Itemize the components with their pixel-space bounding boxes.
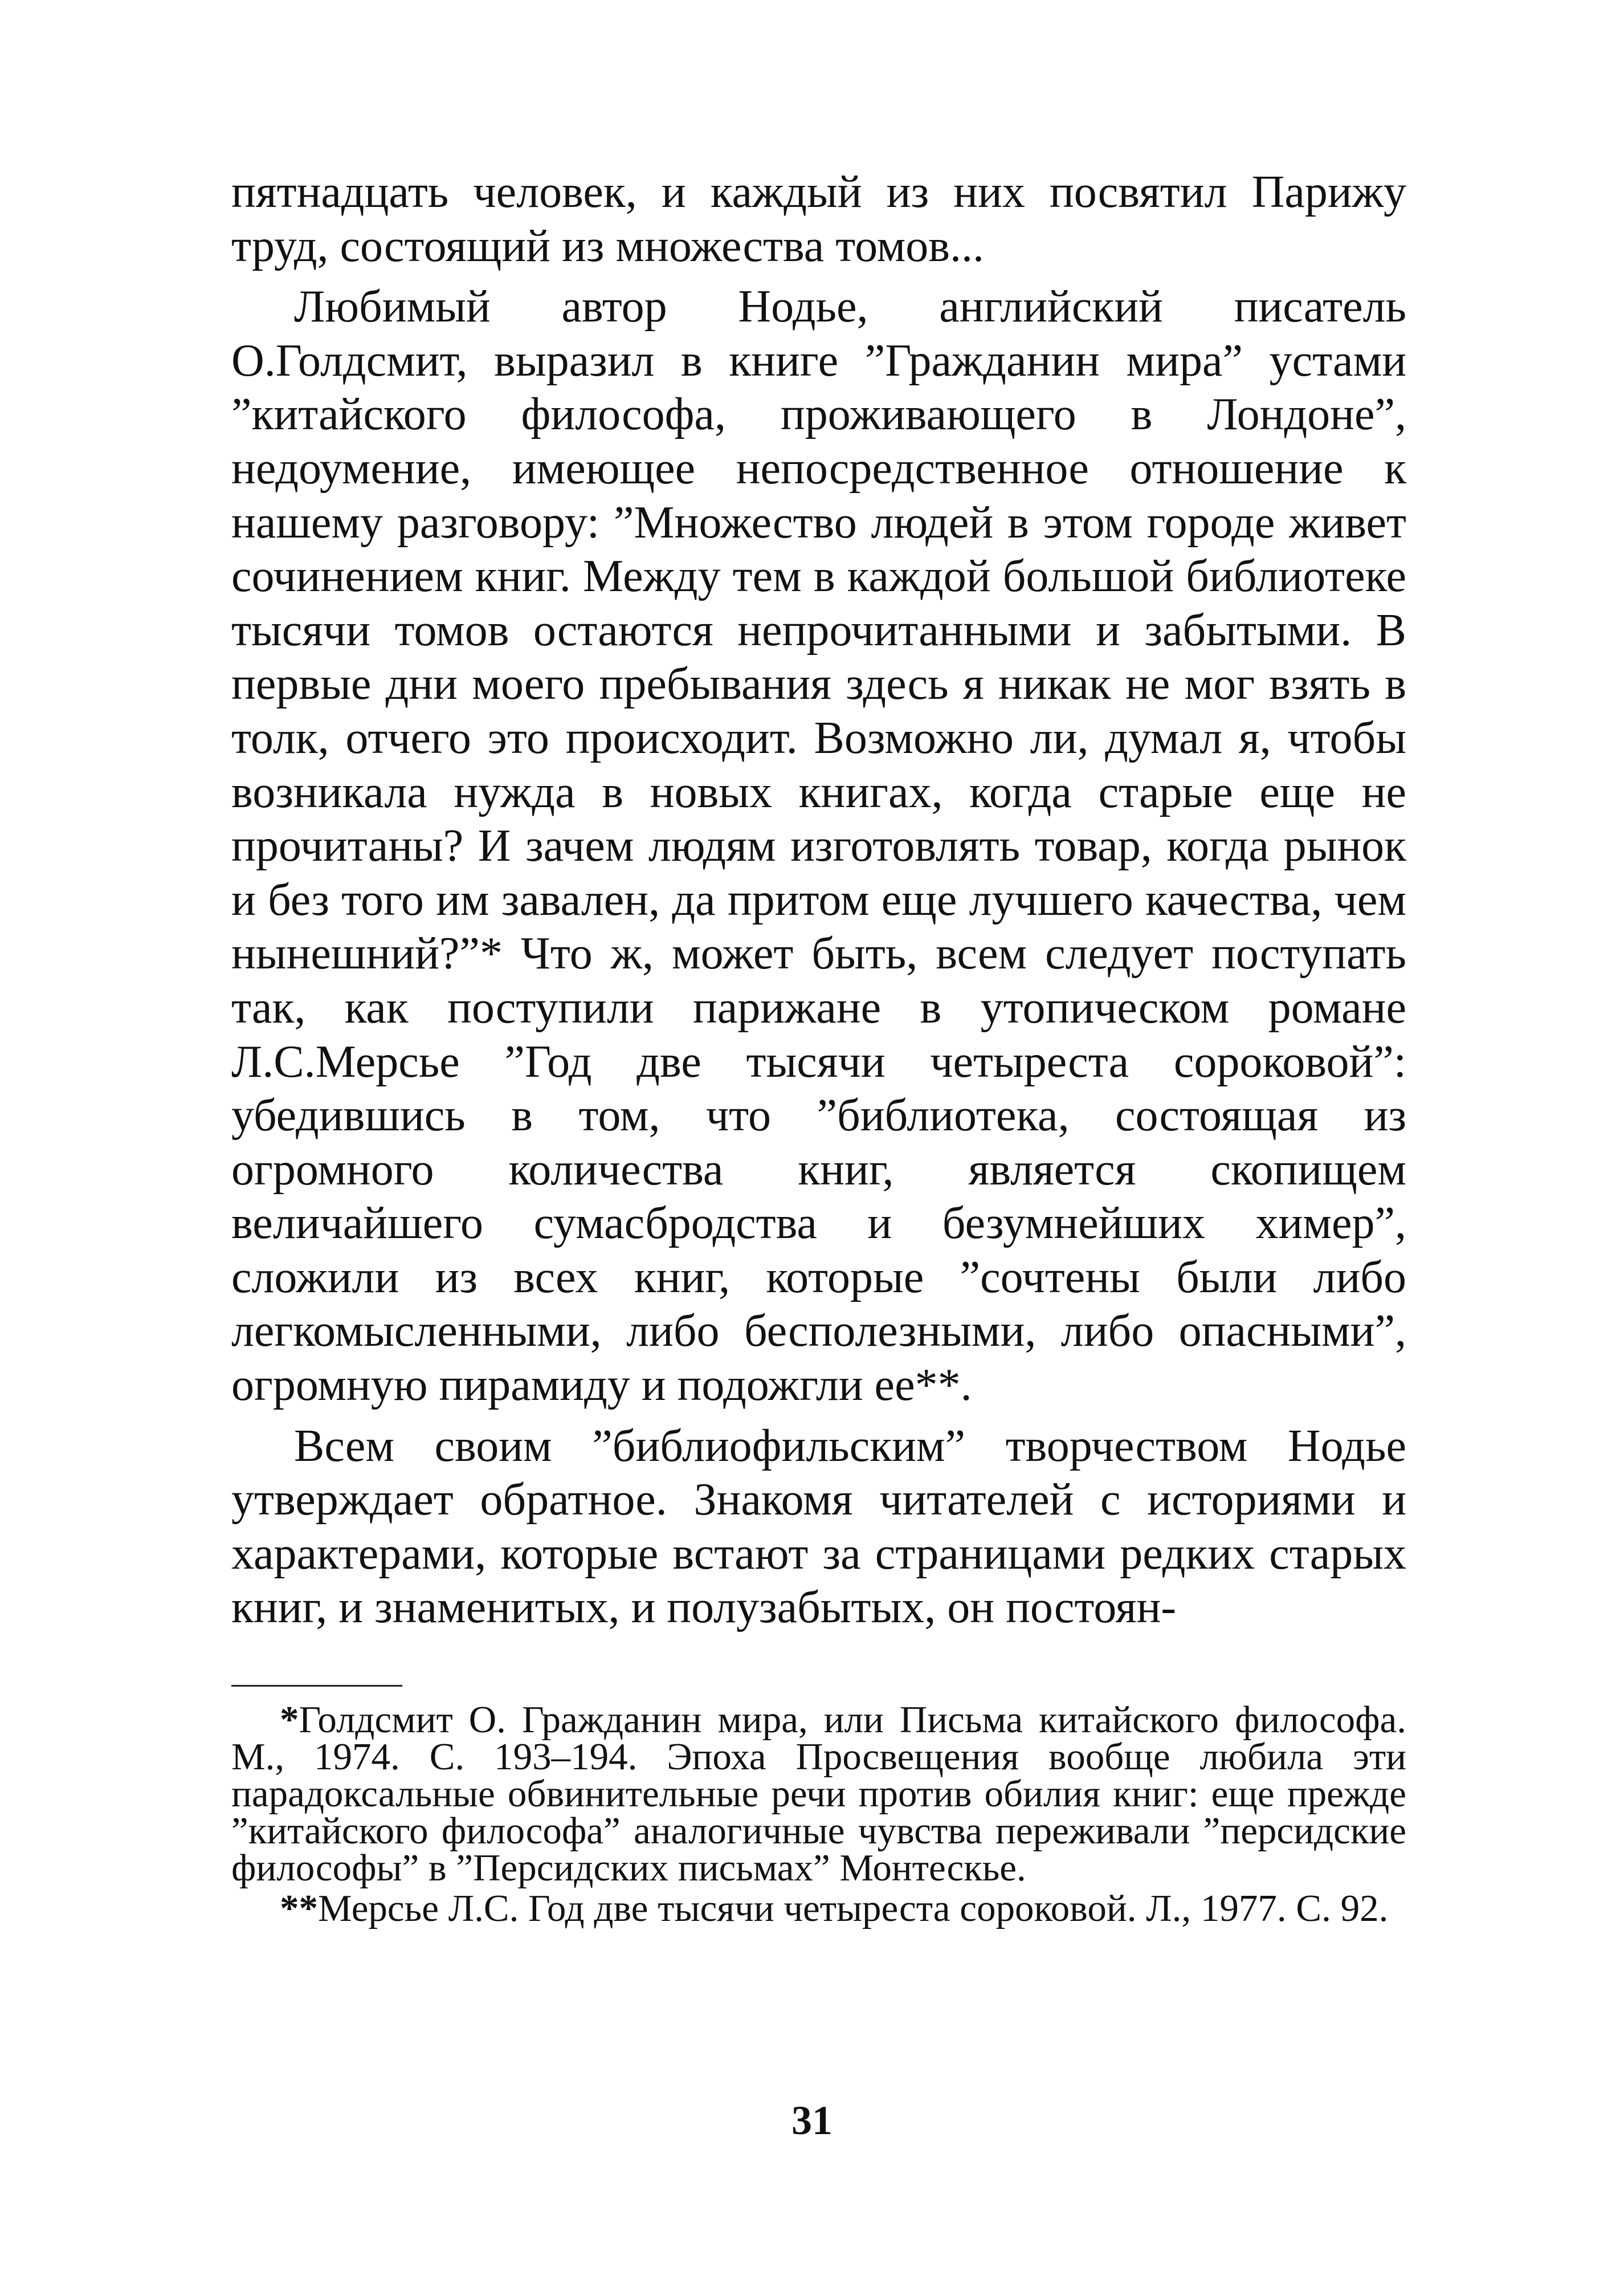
footnote-2-text: Мерсье Л.С. Год две тысячи четыреста сороковой. Л., 1977. С. 92. bbox=[318, 1887, 1389, 1929]
page-number: 31 bbox=[791, 2098, 833, 2143]
main-text bbox=[231, 165, 1406, 1635]
footnote-2 bbox=[231, 1887, 1406, 1929]
paragraph-continuation: пятнадцать человек, и каждый из них посвятил Парижу труд, состоящий из множества томов... bbox=[231, 167, 1406, 271]
footnote-separator bbox=[231, 1685, 402, 1687]
footnote-2-mark: ** bbox=[280, 1887, 318, 1929]
footnotes bbox=[231, 1701, 1406, 1927]
footnote-1-mark: * bbox=[280, 1699, 299, 1741]
paragraph-bibliophile: Всем своим ”библиофильским” творчеством Нодье утверждает обратное. Знакомя читателей с историями и характерами, которые встают за страницами редких старых книг, и знаменитых, и полузабытых, он постоян- bbox=[231, 1420, 1406, 1633]
footnote-1 bbox=[231, 1701, 1406, 1887]
paragraph-goldsmith-mercier: Любимый автор Нодье, английский писатель О.Голдсмит, выразил в книге ”Гражданин мира” устами ”китайского философа, проживающего в Лондоне”, недоумение, имеющее непосредственное отношение к нашему разговору: ”Множество людей в этом городе живет сочинением книг. Между тем в каждой большой библиотеке тысячи томов остаются непрочитанными и забытыми. В первые дни моего пребывания здесь я никак не мог взять в толк, отчего это происходит. Возможно ли, думал я, чтобы возникала нужда в новых книгах, когда старые еще не прочитаны? И зачем людям изготовлять товар, когда рынок и без того им завален, да притом еще лучшего качества, чем нынешний?”* Что ж, может быть, всем следует поступать так, как поступили парижане в утопическом романе Л.С.Мерсье ”Год две тысячи четыреста сороковой”: убедившись в том, что ”библиотека, состоящая из огромного количества книг, является скопищем величайшего сумасбродства и безумнейших химер”, сложили из всех книг, которые ”сочтены были либо легкомысленными, либо бесполезными, либо опасными”, огромную пирамиду и подожгли ее**. bbox=[231, 282, 1406, 1411]
footnote-1-text: Голдсмит О. Гражданин мира, или Письма китайского философа. М., 1974. С. 193–194. Эпоха Просвещения вообще любила эти парадоксальные обвинительные речи против обилия книг: еще прежде ”китайского философа” аналогичные чувства переживали ”персидские философы” в ”Персидских письмах” Монтескье. bbox=[231, 1699, 1406, 1889]
